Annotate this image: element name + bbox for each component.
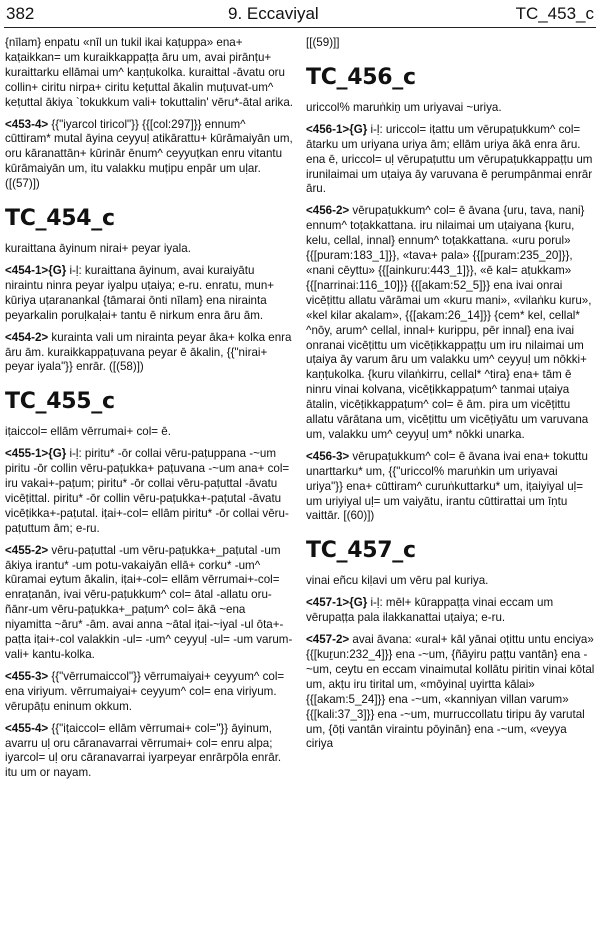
entry-text: vērupaṭukkum^ col= ē āvana ivai ena+ tokuttu unarttarku* um, {{"uriccol% maruṅkin um uriyavai uriya"}} ena+ cūttiram^ curuṅkuttarku* um, iṭaiyiyal uḷ= um uriyiyal uḷ= um vaiyātu, irantu cūttirattai um īṇtu vaittār. [(60)]) bbox=[306, 449, 588, 523]
header-rule bbox=[4, 27, 596, 28]
right-column bbox=[306, 36, 596, 759]
entry-tag: <455-1>{G} bbox=[5, 447, 67, 461]
entry-text: {{"iyarcol tiricol"}} {{[col:297]}} ennum^ cūttiram* mutal āyina ceyyuḷ atikārattu+ kūrāmaiyān um, oru kāranattān+ kūrinār ēnum^ ceyyuṭkan enru vitantu kūrāmaiyān um, itu valakku muṭipu enpār um uḷar. ([(57)]) bbox=[5, 117, 293, 191]
paragraph bbox=[5, 331, 293, 376]
paragraph bbox=[5, 544, 293, 663]
entry-tag: <455-3> bbox=[5, 669, 49, 683]
entry-text: vērupaṭukkum^ col= ē āvana {uru, tava, nani} ennum^ toṭakkattana. iru nilaimai um uṭaiyana {kuru, kelu, cellal, innal} ennum^ toṭakkattana. «uru porul» {{[puram:183_1]}}, «tava+ pala» {{[puram:235_20]}}, «nani cēyttu» {{[ainkuru:443_1]}}, «ē kal= aṭukkam» {{[narrinai:116_10]}} {{[akam:52_5]}} ena ivai onrai vicēṭittu allatu vārāmai um «kuru mani», «vilaṅku kuru», «kel kilar akalam», {{[akam:26_14]}} {cem* kel, cellal* ^nōy, arum^ cellal, innal+ kurippu, pēr innal} ena ivai onranai vicēṭittu um vicēṭikkappaṭṭu um iru nilaimai um uṭaiya āy varum āru um valakku um^ ceyyuḷ um nōkki+ kaṇṭukolka. {kuru vilaṅkirru, cellal* ^tira} ena+ tām ē ninru vinai kolvana, vicēṭikkappaṭum^ tanmai uṭaiya ātalin, vicēṭikkappaṭum^ col= ē ām. pira um vicēṭittu allatu vārātana um, vicēṭittu um vicēṭiyātu um varuvana um, valakku um^ ceyyuḷ um* nōkki unarka. bbox=[306, 204, 592, 441]
entry-text: {{"iṭaiccol= ellām vērrumai+ col="}} āyinum, avarru uḷ oru cāranavarrai vērrumai+ col= enru alpa; iyarcol= uḷ oru cāranavarrai iyarpeyar enrārpōla enrār. itu um or nayam. bbox=[5, 721, 282, 780]
paragraph bbox=[306, 123, 596, 198]
paragraph bbox=[306, 596, 596, 626]
entry-tag: <457-2> bbox=[306, 633, 350, 647]
sutra-text: uriccol% maruṅkiṉ um uriyavai ~uriya. bbox=[306, 100, 502, 114]
entry-text: avai āvana: «ural+ kāl yānai oṭittu untu enciya» {{[kuṟun:232_4]}} ena -~um, {ñāyiru paṭṭu vantān} ena -~um, ceytu en eccam vinaimutal kollātu piritin vinai kōtal um, akṭu iru tirital um, «mōyinaḷ uyirtta kālai» {{[akam:5_24]}} ena -~um, «kanniyan villan varum» {{[kali:37_3]}} ena -~um, murruccollatu tiripu āy varutal um, {ōṭi vantān viraintu pōyinān} ena -~um, «veyya ciriya bbox=[306, 633, 595, 751]
paragraph bbox=[5, 670, 293, 715]
sutra-text: vinai eñcu kiḷavi um vēru pal kuriya. bbox=[306, 574, 489, 588]
page-header bbox=[0, 0, 600, 26]
paragraph: {nīlam} enpatu «nīl un tukil ikai kaṭuppa» ena+ kaṭaikkan= um kuraikkappaṭṭa āru um, avai pirānṭu+ kuraittarku ellāmai um^ kaṇṭukolka. kuraittal -āvatu oru collin+ ciritu nirpa+ ciritu keṭuttal ākalin muṭuvat-um^ keṭuttal ākiya `tokukkum vali+ tokuttalin' vēru*-ātal arika. bbox=[5, 36, 293, 109]
section-code: TC_453_c bbox=[515, 4, 594, 23]
entry-tag: <455-2> bbox=[5, 543, 49, 557]
paragraph bbox=[306, 204, 596, 443]
entry-tag: <456-2> bbox=[306, 204, 350, 218]
entry-text: i-ḷ: uriccol= iṭattu um vērupaṭukkum^ col= ātarku um uriyana uriya ām; ellām uriya ākā enra āru. ena ē, uriccol= uḷ vērupaṭuttu um vērupaṭukkappaṭṭu um irunilaimai um uṭaiya āy varuvana ē perumpānmai enrār āru. bbox=[306, 122, 593, 196]
sutra-text: iṭaiccol= ellām vērrumai+ col= ē. bbox=[5, 425, 171, 439]
paragraph bbox=[5, 447, 293, 536]
entry-text: {{"vērrumaiccol"}} vērrumaiyai+ ceyyum^ col= ena viriyum. vērrumaiyai+ ceyyum^ col= ena viriyum. vērupāṭu eninum okkum. bbox=[5, 669, 285, 713]
paragraph bbox=[306, 450, 596, 525]
chapter-title: 9. Eccaviyal bbox=[228, 4, 319, 23]
entry-text: i-ḷ: kuraittana āyinum, avai kuraiyātu niraintu ninra peyar iyalpu uṭaiya; e-ru. enratu, mun+ kūriya uṭaranankal {tāmarai ōnti nīlam} ena nirainta peyarkalin poruḷkaḷai+ tantu ē nirkum enra āru ām. bbox=[5, 263, 275, 322]
entry-text: kurainta vali um nirainta peyar āka+ kolka enra āru ām. kuraikkappaṭuvana peyar ē ākalin, {{"nirai+ peyar iyala"}} enrār. ([(58)]) bbox=[5, 330, 292, 374]
section-heading: TC_457_c bbox=[306, 538, 416, 564]
paragraph bbox=[306, 633, 596, 752]
paragraph bbox=[5, 118, 293, 193]
section-heading: TC_454_c bbox=[5, 206, 115, 232]
entry-tag: <454-2> bbox=[5, 330, 49, 344]
left-column bbox=[5, 36, 293, 788]
entry-tag: <453-4> bbox=[5, 117, 49, 131]
entry-text: i-ḷ: mēl+ kūrappaṭṭa vinai eccam um vērupaṭṭa pala ilakkanattai uṭaiya; e-ru. bbox=[306, 596, 554, 625]
sutra-text: kuraittana āyinum nirai+ peyar iyala. bbox=[5, 242, 191, 256]
paragraph: [[(59)]] bbox=[306, 36, 340, 49]
entry-tag: <457-1>{G} bbox=[306, 596, 368, 610]
entry-tag: <456-1>{G} bbox=[306, 122, 368, 136]
entry-text: vēru-paṭuttal -um vēru-paṭukka+_paṭutal -um ākiya irantu* -um potu-vakaiyān ellā+ corku* -um^ kūramai eytum ākalin, iṭai+-col= ellām vērrumai+-col= enraṭanān, ivai vēru-paṭukkum^ col= ātal -allatu oru-ñānr-um vēru-paṭukka+_paṭum^ col= ākā ~ena niyamitta ~āru* -ām. avai anna ~ātal iṭai-~iyal -ul ōta+-paṭta iṭai+-col valakkin -ul= -um^ ceyyuḷ -ul= -um varum-vali+ kantu-kolka. bbox=[5, 543, 293, 661]
entry-tag: <454-1>{G} bbox=[5, 263, 67, 277]
entry-tag: <455-4> bbox=[5, 721, 49, 735]
section-heading: TC_456_c bbox=[306, 64, 416, 90]
section-heading: TC_455_c bbox=[5, 389, 115, 415]
paragraph bbox=[5, 722, 293, 782]
entry-text: i-ḷ: piritu* -ōr collai vēru-paṭuppana -~um piritu -ōr collin vēru-paṭukka+ paṭuvana -~um ana+ col= iru vakai+-paṭum; piritu* -ōr collai vēru-paṭuttal -āvatu vicēṭittal. piritu* -ōr collin vēru-paṭukka+-paṭutal -āvatu vicēṭikka+-paṭutal. iṭai+-col= ellām piritu* -ōr collai vēru-paṭuttum ām; e-ru. bbox=[5, 447, 290, 535]
paragraph bbox=[5, 264, 293, 324]
page-number: 382 bbox=[6, 4, 35, 23]
entry-tag: <456-3> bbox=[306, 449, 350, 463]
